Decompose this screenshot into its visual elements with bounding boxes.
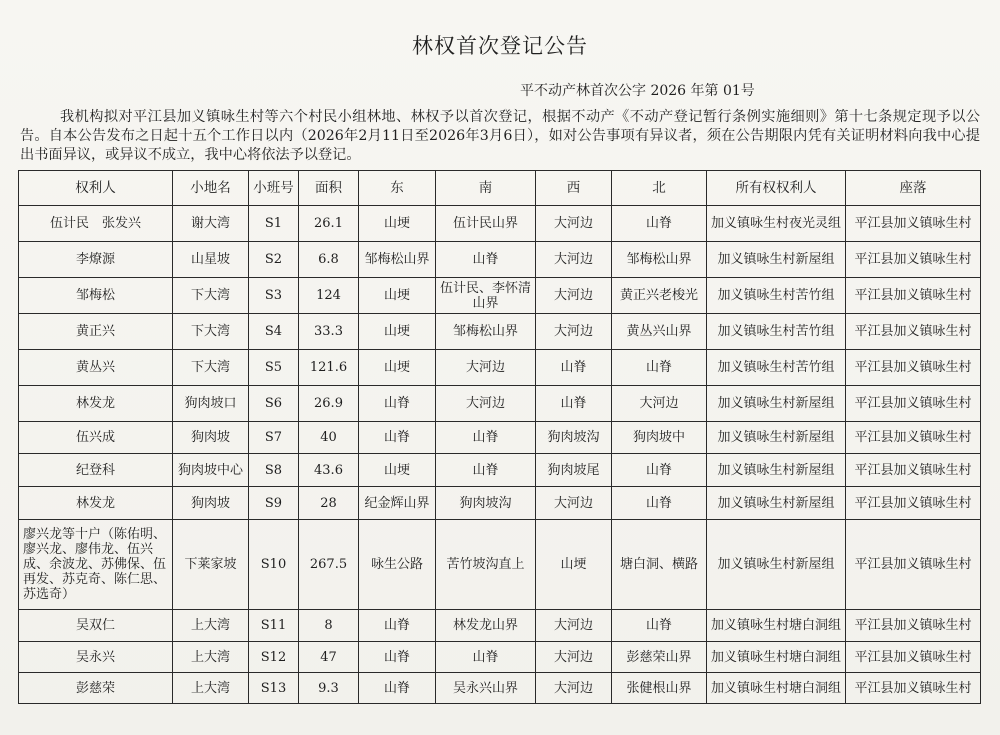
- table-row: [19, 350, 981, 386]
- header-place-name: 小地名: [173, 171, 249, 206]
- cell-area: 47: [299, 642, 359, 673]
- cell-owner: 加义镇咏生村苦竹组: [707, 278, 846, 314]
- cell-south: 山脊: [436, 242, 536, 278]
- cell-place-name: 狗肉坡: [173, 487, 249, 520]
- table-row: [19, 454, 981, 487]
- cell-area: 121.6: [299, 350, 359, 386]
- cell-north: 狗肉坡中: [612, 422, 707, 454]
- cell-south: 山脊: [436, 642, 536, 673]
- cell-east: 山脊: [359, 610, 436, 642]
- cell-right-holder: 黄正兴: [19, 314, 173, 350]
- cell-north: 山脊: [612, 350, 707, 386]
- cell-east: 山埂: [359, 206, 436, 242]
- cell-owner: 加义镇咏生村新屋组: [707, 487, 846, 520]
- cell-owner: 加义镇咏生村新屋组: [707, 454, 846, 487]
- cell-west: 大河边: [536, 642, 612, 673]
- cell-owner: 加义镇咏生村苦竹组: [707, 314, 846, 350]
- header-right-holder: 权利人: [19, 171, 173, 206]
- table-row: [19, 386, 981, 422]
- cell-location: 平江县加义镇咏生村: [846, 278, 981, 314]
- cell-south: 伍计民、李怀清山界: [436, 278, 536, 314]
- cell-south: 山脊: [436, 454, 536, 487]
- cell-area: 9.3: [299, 673, 359, 704]
- header-north: 北: [612, 171, 707, 206]
- table-row: [19, 314, 981, 350]
- intro-paragraph: 我机构拟对平江县加义镇咏生村等六个村民小组林地、林权予以首次登记，根据不动产《不动产登记暂行条例实施细则》第十七条规定现予以公告。自本公告发布之日起十五个工作日以内（2026年2月11日至2026年3月6日），如对公告事项有异议者，须在公告期限内凭有关证明材料向我中心提出书面异议，或异议不成立，我中心将依法予以登记。: [20, 109, 980, 163]
- cell-right-holder: 吴双仁: [19, 610, 173, 642]
- header-compartment-no: 小班号: [249, 171, 299, 206]
- cell-east: 山脊: [359, 673, 436, 704]
- cell-area: 26.9: [299, 386, 359, 422]
- table-row: [19, 206, 981, 242]
- header-location: 座落: [846, 171, 981, 206]
- cell-area: 26.1: [299, 206, 359, 242]
- cell-compartment-no: S3: [249, 278, 299, 314]
- cell-right-holder: 李燎源: [19, 242, 173, 278]
- cell-east: 咏生公路: [359, 520, 436, 610]
- cell-east: 山埂: [359, 278, 436, 314]
- cell-west: 狗肉坡沟: [536, 422, 612, 454]
- cell-south: 吴永兴山界: [436, 673, 536, 704]
- cell-compartment-no: S10: [249, 520, 299, 610]
- cell-compartment-no: S12: [249, 642, 299, 673]
- cell-area: 28: [299, 487, 359, 520]
- cell-east: 山脊: [359, 386, 436, 422]
- cell-north: 塘白洞、横路: [612, 520, 707, 610]
- cell-south: 邹梅松山界: [436, 314, 536, 350]
- cell-area: 43.6: [299, 454, 359, 487]
- cell-west: 山埂: [536, 520, 612, 610]
- cell-right-holder: 伍计民 张发兴: [19, 206, 173, 242]
- table-row: [19, 278, 981, 314]
- header-west: 西: [536, 171, 612, 206]
- cell-location: 平江县加义镇咏生村: [846, 314, 981, 350]
- cell-east: 纪金辉山界: [359, 487, 436, 520]
- table-row: [19, 520, 981, 610]
- cell-west: 大河边: [536, 610, 612, 642]
- cell-right-holder: 黄丛兴: [19, 350, 173, 386]
- cell-right-holder: 廖兴龙等十户（陈佑明、廖兴龙、廖伟龙、伍兴成、余波龙、苏佛保、伍再发、苏克奇、陈仁思、苏选奇）: [19, 520, 173, 610]
- cell-owner: 加义镇咏生村塘白洞组: [707, 642, 846, 673]
- cell-compartment-no: S11: [249, 610, 299, 642]
- cell-place-name: 狗肉坡: [173, 422, 249, 454]
- cell-place-name: 下大湾: [173, 278, 249, 314]
- cell-place-name: 狗肉坡口: [173, 386, 249, 422]
- cell-location: 平江县加义镇咏生村: [846, 386, 981, 422]
- cell-compartment-no: S1: [249, 206, 299, 242]
- cell-west: 大河边: [536, 206, 612, 242]
- cell-south: 大河边: [436, 350, 536, 386]
- cell-compartment-no: S8: [249, 454, 299, 487]
- cell-west: 大河边: [536, 242, 612, 278]
- cell-south: 林发龙山界: [436, 610, 536, 642]
- table-row: [19, 487, 981, 520]
- cell-area: 8: [299, 610, 359, 642]
- cell-west: 山脊: [536, 350, 612, 386]
- cell-south: 山脊: [436, 422, 536, 454]
- cell-location: 平江县加义镇咏生村: [846, 487, 981, 520]
- cell-north: 大河边: [612, 386, 707, 422]
- cell-west: 大河边: [536, 278, 612, 314]
- cell-right-holder: 纪登科: [19, 454, 173, 487]
- cell-east: 山埂: [359, 314, 436, 350]
- table-header-row: [19, 171, 981, 206]
- cell-east: 山埂: [359, 350, 436, 386]
- cell-right-holder: 吴永兴: [19, 642, 173, 673]
- cell-owner: 加义镇咏生村新屋组: [707, 520, 846, 610]
- table-row: [19, 422, 981, 454]
- cell-north: 山脊: [612, 610, 707, 642]
- cell-north: 山脊: [612, 206, 707, 242]
- cell-area: 124: [299, 278, 359, 314]
- registration-table: [18, 170, 981, 704]
- table-row: [19, 673, 981, 704]
- cell-west: 山脊: [536, 386, 612, 422]
- notice-title: 林权首次登记公告: [412, 34, 588, 58]
- cell-north: 黄正兴老梭光: [612, 278, 707, 314]
- cell-owner: 加义镇咏生村新屋组: [707, 422, 846, 454]
- cell-north: 彭慈荣山界: [612, 642, 707, 673]
- cell-east: 山埂: [359, 454, 436, 487]
- cell-right-holder: 伍兴成: [19, 422, 173, 454]
- cell-south: 伍计民山界: [436, 206, 536, 242]
- cell-right-holder: 林发龙: [19, 386, 173, 422]
- cell-north: 张健根山界: [612, 673, 707, 704]
- cell-right-holder: 邹梅松: [19, 278, 173, 314]
- cell-area: 33.3: [299, 314, 359, 350]
- table-row: [19, 242, 981, 278]
- cell-place-name: 下莱家坡: [173, 520, 249, 610]
- cell-north: 黄丛兴山界: [612, 314, 707, 350]
- cell-location: 平江县加义镇咏生村: [846, 642, 981, 673]
- cell-location: 平江县加义镇咏生村: [846, 242, 981, 278]
- cell-right-holder: 林发龙: [19, 487, 173, 520]
- cell-south: 苦竹坡沟直上: [436, 520, 536, 610]
- cell-east: 山脊: [359, 422, 436, 454]
- cell-owner: 加义镇咏生村塘白洞组: [707, 610, 846, 642]
- cell-right-holder: 彭慈荣: [19, 673, 173, 704]
- cell-compartment-no: S5: [249, 350, 299, 386]
- cell-south: 狗肉坡沟: [436, 487, 536, 520]
- cell-compartment-no: S13: [249, 673, 299, 704]
- cell-place-name: 狗肉坡中心: [173, 454, 249, 487]
- cell-north: 山脊: [612, 454, 707, 487]
- cell-place-name: 山星坡: [173, 242, 249, 278]
- cell-area: 267.5: [299, 520, 359, 610]
- cell-compartment-no: S6: [249, 386, 299, 422]
- cell-west: 大河边: [536, 673, 612, 704]
- cell-place-name: 谢大湾: [173, 206, 249, 242]
- cell-north: 邹梅松山界: [612, 242, 707, 278]
- cell-location: 平江县加义镇咏生村: [846, 350, 981, 386]
- cell-owner: 加义镇咏生村新屋组: [707, 386, 846, 422]
- document-number: 平不动产林首次公字 2026 年第 01号: [520, 83, 755, 99]
- header-owner: 所有权权利人: [707, 171, 846, 206]
- cell-west: 大河边: [536, 314, 612, 350]
- cell-west: 大河边: [536, 487, 612, 520]
- cell-compartment-no: S2: [249, 242, 299, 278]
- cell-east: 山脊: [359, 642, 436, 673]
- cell-east: 邹梅松山界: [359, 242, 436, 278]
- cell-location: 平江县加义镇咏生村: [846, 520, 981, 610]
- header-east: 东: [359, 171, 436, 206]
- cell-location: 平江县加义镇咏生村: [846, 422, 981, 454]
- cell-west: 狗肉坡尾: [536, 454, 612, 487]
- header-area: 面积: [299, 171, 359, 206]
- cell-compartment-no: S9: [249, 487, 299, 520]
- table-row: [19, 642, 981, 673]
- cell-place-name: 上大湾: [173, 673, 249, 704]
- cell-owner: 加义镇咏生村塘白洞组: [707, 673, 846, 704]
- cell-location: 平江县加义镇咏生村: [846, 610, 981, 642]
- cell-location: 平江县加义镇咏生村: [846, 206, 981, 242]
- cell-owner: 加义镇咏生村苦竹组: [707, 350, 846, 386]
- cell-place-name: 下大湾: [173, 314, 249, 350]
- cell-place-name: 下大湾: [173, 350, 249, 386]
- cell-compartment-no: S4: [249, 314, 299, 350]
- cell-area: 40: [299, 422, 359, 454]
- cell-north: 山脊: [612, 487, 707, 520]
- cell-place-name: 上大湾: [173, 642, 249, 673]
- header-south: 南: [436, 171, 536, 206]
- cell-location: 平江县加义镇咏生村: [846, 454, 981, 487]
- cell-place-name: 上大湾: [173, 610, 249, 642]
- cell-south: 大河边: [436, 386, 536, 422]
- cell-compartment-no: S7: [249, 422, 299, 454]
- table-row: [19, 610, 981, 642]
- cell-location: 平江县加义镇咏生村: [846, 673, 981, 704]
- cell-area: 6.8: [299, 242, 359, 278]
- cell-owner: 加义镇咏生村夜光灵组: [707, 206, 846, 242]
- cell-owner: 加义镇咏生村新屋组: [707, 242, 846, 278]
